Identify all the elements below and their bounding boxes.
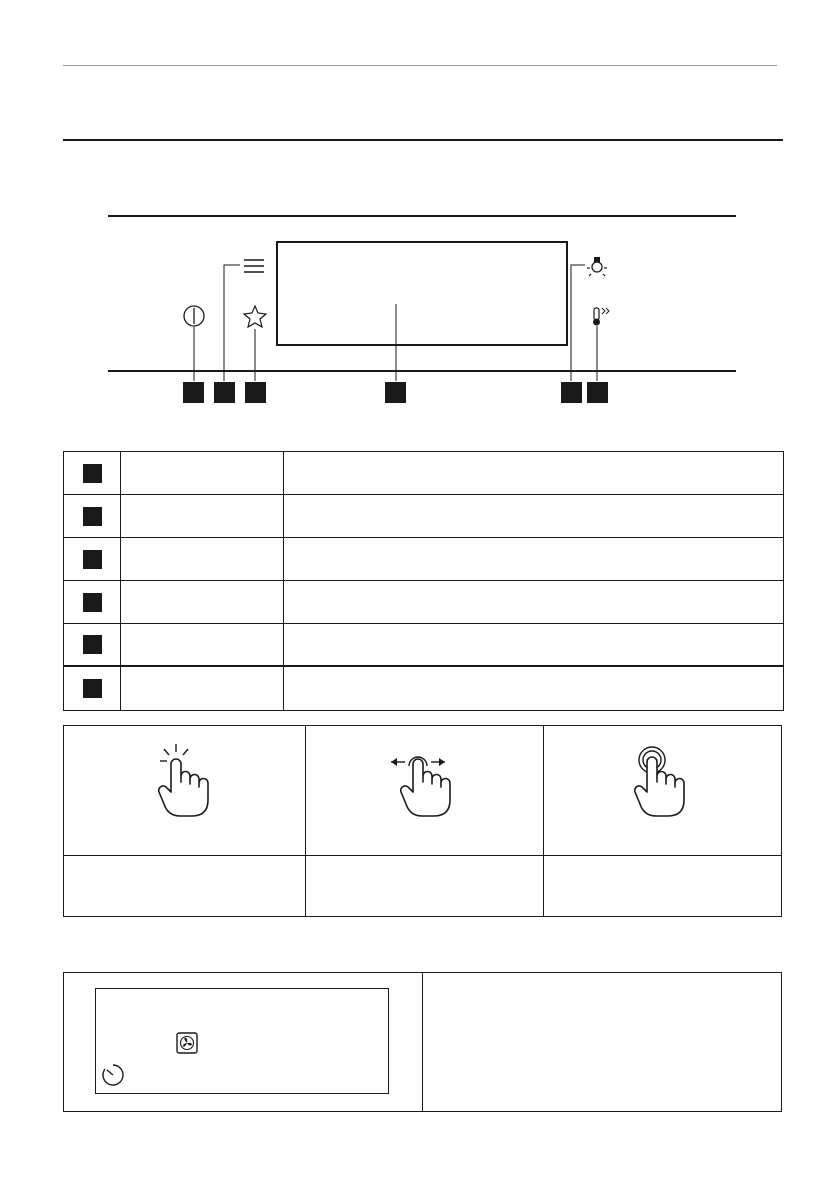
callout-marker bbox=[83, 550, 102, 569]
description-cell bbox=[284, 624, 783, 665]
callout-1 bbox=[183, 382, 204, 403]
gesture-table bbox=[63, 725, 782, 917]
table-row bbox=[64, 581, 783, 624]
display-example-table bbox=[63, 972, 782, 1112]
number-cell bbox=[64, 624, 121, 665]
table-row bbox=[64, 452, 783, 495]
touch-gesture-icon bbox=[154, 740, 214, 820]
lamp-icon bbox=[587, 257, 607, 276]
description-cell bbox=[284, 667, 783, 710]
touch-hold-gesture-icon bbox=[629, 740, 689, 820]
number-cell bbox=[64, 667, 121, 710]
table-row bbox=[64, 495, 783, 538]
row-divider bbox=[64, 855, 781, 856]
callout-3 bbox=[245, 382, 266, 403]
thermometer-fast-heat-icon bbox=[593, 308, 609, 326]
fan-icon bbox=[175, 1031, 199, 1055]
number-cell bbox=[64, 495, 121, 537]
callout-5 bbox=[561, 382, 582, 403]
table-row bbox=[64, 667, 783, 710]
callout-marker bbox=[83, 679, 102, 698]
number-cell bbox=[64, 581, 121, 623]
display-screen bbox=[95, 988, 389, 1094]
description-cell bbox=[284, 495, 783, 537]
column-divider bbox=[305, 726, 306, 916]
function-cell bbox=[121, 538, 284, 580]
table-row bbox=[64, 538, 783, 581]
swipe-gesture-icon bbox=[389, 744, 459, 820]
menu-icon bbox=[244, 260, 264, 272]
description-cell bbox=[284, 538, 783, 580]
function-cell bbox=[121, 581, 284, 623]
callout-6 bbox=[587, 382, 608, 403]
function-cell bbox=[121, 495, 284, 537]
callout-marker bbox=[83, 464, 102, 483]
column-divider bbox=[543, 726, 544, 916]
callout-marker bbox=[83, 507, 102, 526]
display-outline bbox=[277, 242, 567, 345]
timer-icon bbox=[101, 1063, 125, 1087]
function-cell bbox=[121, 452, 284, 494]
power-icon bbox=[184, 306, 204, 326]
function-cell bbox=[121, 667, 284, 710]
table-row bbox=[64, 624, 783, 667]
number-cell bbox=[64, 538, 121, 580]
number-cell bbox=[64, 452, 121, 494]
callout-marker bbox=[83, 635, 102, 654]
star-icon bbox=[244, 306, 266, 327]
column-divider bbox=[422, 973, 423, 1111]
control-panel-illustration bbox=[0, 0, 839, 420]
description-cell bbox=[284, 452, 783, 494]
description-cell bbox=[284, 581, 783, 623]
callout-2 bbox=[214, 382, 235, 403]
callout-marker bbox=[83, 593, 102, 612]
function-cell bbox=[121, 624, 284, 665]
callout-4 bbox=[385, 382, 406, 403]
menu-leader bbox=[224, 265, 240, 381]
control-panel-legend-table bbox=[63, 451, 784, 711]
lamp-leader bbox=[571, 265, 585, 381]
